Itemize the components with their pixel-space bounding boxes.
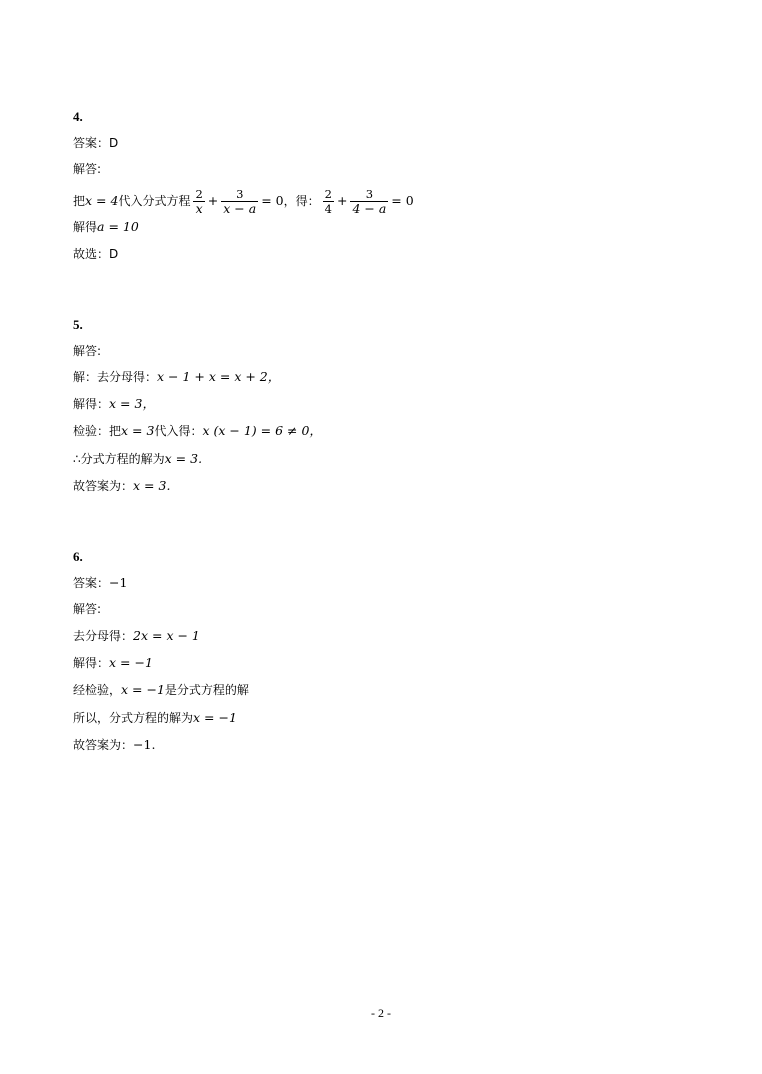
solution-label: 解答:	[73, 602, 102, 616]
question-6-line-5	[73, 736, 155, 754]
math-expression: x − 1 + x = x + 2，	[157, 369, 281, 384]
math-expression: x = −1	[121, 682, 165, 697]
text: 经检验，	[73, 683, 122, 697]
question-4-choice-line	[73, 245, 118, 263]
fraction-denominator: x	[195, 200, 203, 216]
text: 故答案为：	[73, 479, 134, 493]
question-4-substitution-line	[73, 186, 414, 216]
text: 解得	[73, 220, 98, 234]
question-6-line-2	[73, 654, 153, 672]
text: 解得：	[73, 656, 110, 670]
text: 解：去分母得：	[73, 370, 158, 384]
math-expression: x = 3，	[109, 396, 155, 411]
text: 把	[73, 194, 86, 208]
fraction-numerator: 2	[195, 186, 203, 201]
text: 代入得：	[154, 424, 203, 438]
text: 所以，分式方程的解为	[73, 711, 194, 725]
question-6-line-4	[73, 709, 237, 727]
question-6-line-3	[73, 681, 249, 699]
text: 去分母得：	[73, 629, 134, 643]
fraction	[193, 187, 204, 216]
question-4-solve-line	[73, 218, 139, 236]
answer-text: 答案：D	[73, 136, 119, 150]
fraction-denominator: x − a	[223, 200, 257, 216]
question-number: 5.	[73, 317, 83, 332]
text: 故答案为：	[73, 738, 134, 752]
math-expression: a = 10	[97, 219, 139, 234]
text: ∴分式方程的解为	[73, 452, 165, 466]
math-expression: x = −1	[109, 655, 153, 670]
fraction	[323, 187, 334, 216]
fraction-denominator: 4 − a	[352, 200, 387, 216]
question-5-solution-label	[73, 342, 101, 360]
text: 答案：	[73, 576, 110, 590]
math-expression: −1.	[133, 737, 156, 752]
math-expression: x (x − 1) = 6 ≠ 0，	[202, 423, 322, 438]
question-number: 6.	[73, 549, 83, 564]
question-6-number	[73, 548, 83, 566]
math-operator: +	[207, 193, 219, 208]
question-5-line-5	[73, 477, 170, 495]
text: 故选：D	[73, 247, 119, 261]
math-expression: = 0	[391, 193, 414, 208]
math-expression: x = 3	[121, 423, 155, 438]
question-5-line-4	[73, 450, 202, 468]
question-6-line-1	[73, 627, 200, 645]
question-5-line-1	[73, 368, 280, 386]
question-5-number	[73, 316, 83, 334]
page-number: - 2 -	[371, 1006, 391, 1020]
math-expression: x = 3.	[133, 478, 171, 493]
math-expression: −1	[109, 575, 128, 590]
math-expression: x = 4	[85, 193, 119, 208]
solution-label: 解答:	[73, 162, 102, 176]
question-6-solution-label	[73, 600, 101, 618]
fraction-numerator: 3	[365, 186, 374, 201]
math-expression: 2x = x − 1	[133, 628, 200, 643]
text: 解得：	[73, 397, 110, 411]
math-expression: x = 3.	[164, 451, 203, 466]
text: 检验：把	[73, 424, 122, 438]
question-4-number	[73, 108, 83, 126]
fraction	[350, 187, 388, 216]
text: 是分式方程的解	[164, 683, 249, 697]
question-4-solution-label	[73, 160, 101, 178]
math-expression: = 0	[261, 193, 284, 208]
fraction-denominator: 4	[324, 201, 332, 216]
solution-label: 解答:	[73, 344, 102, 358]
text: 代入分式方程	[118, 194, 191, 208]
math-operator: +	[336, 193, 348, 208]
question-5-line-2	[73, 395, 155, 413]
text: ，得：	[283, 194, 320, 208]
fraction-numerator: 2	[324, 186, 332, 201]
fraction	[221, 187, 258, 216]
fraction-numerator: 3	[236, 186, 244, 201]
question-5-line-3	[73, 422, 322, 440]
question-4-answer	[73, 134, 118, 152]
question-number: 4.	[73, 109, 83, 124]
question-6-answer	[73, 574, 127, 592]
math-expression: x = −1	[193, 710, 237, 725]
